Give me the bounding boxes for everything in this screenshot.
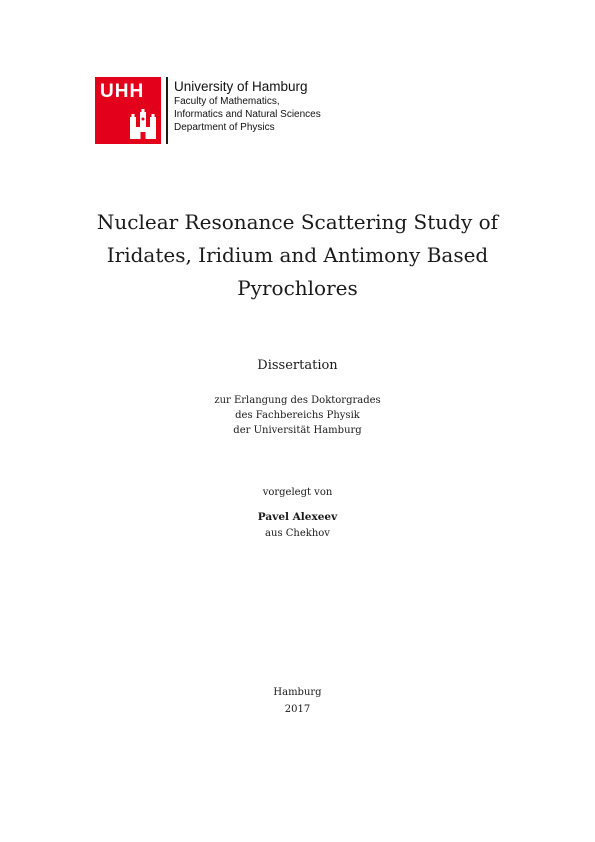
- thesis-title: [60, 206, 535, 305]
- author-origin: aus Chekhov: [265, 528, 330, 539]
- author-name: Pavel Alexeev: [257, 511, 338, 523]
- university-name: University of Hamburg: [174, 79, 308, 94]
- logo-divider: [166, 77, 168, 144]
- purpose-line: der Universität Hamburg: [233, 425, 362, 436]
- university-logo: [95, 77, 161, 144]
- faculty-line: Faculty of Mathematics,: [174, 96, 280, 107]
- title-line: Pyrochlores: [237, 276, 358, 300]
- publication-place: Hamburg: [273, 687, 322, 698]
- title-line: Iridates, Iridium and Antimony Based: [106, 243, 489, 267]
- institution-block: [174, 78, 321, 134]
- publication-year: 2017: [284, 704, 311, 715]
- purpose-line: zur Erlangung des Doktorgrades: [214, 395, 381, 406]
- degree-purpose: [60, 393, 535, 438]
- hamburg-castle-icon: [130, 109, 156, 141]
- faculty-line-continued: Informatics and Natural Sciences: [174, 109, 321, 120]
- department-line: Department of Physics: [174, 122, 275, 133]
- logo-letters: UHH: [100, 81, 145, 102]
- title-line: Nuclear Resonance Scattering Study of: [96, 210, 499, 234]
- document-type: Dissertation: [257, 358, 338, 373]
- purpose-line: des Fachbereichs Physik: [235, 410, 360, 421]
- presented-by-label: vorgelegt von: [262, 487, 333, 498]
